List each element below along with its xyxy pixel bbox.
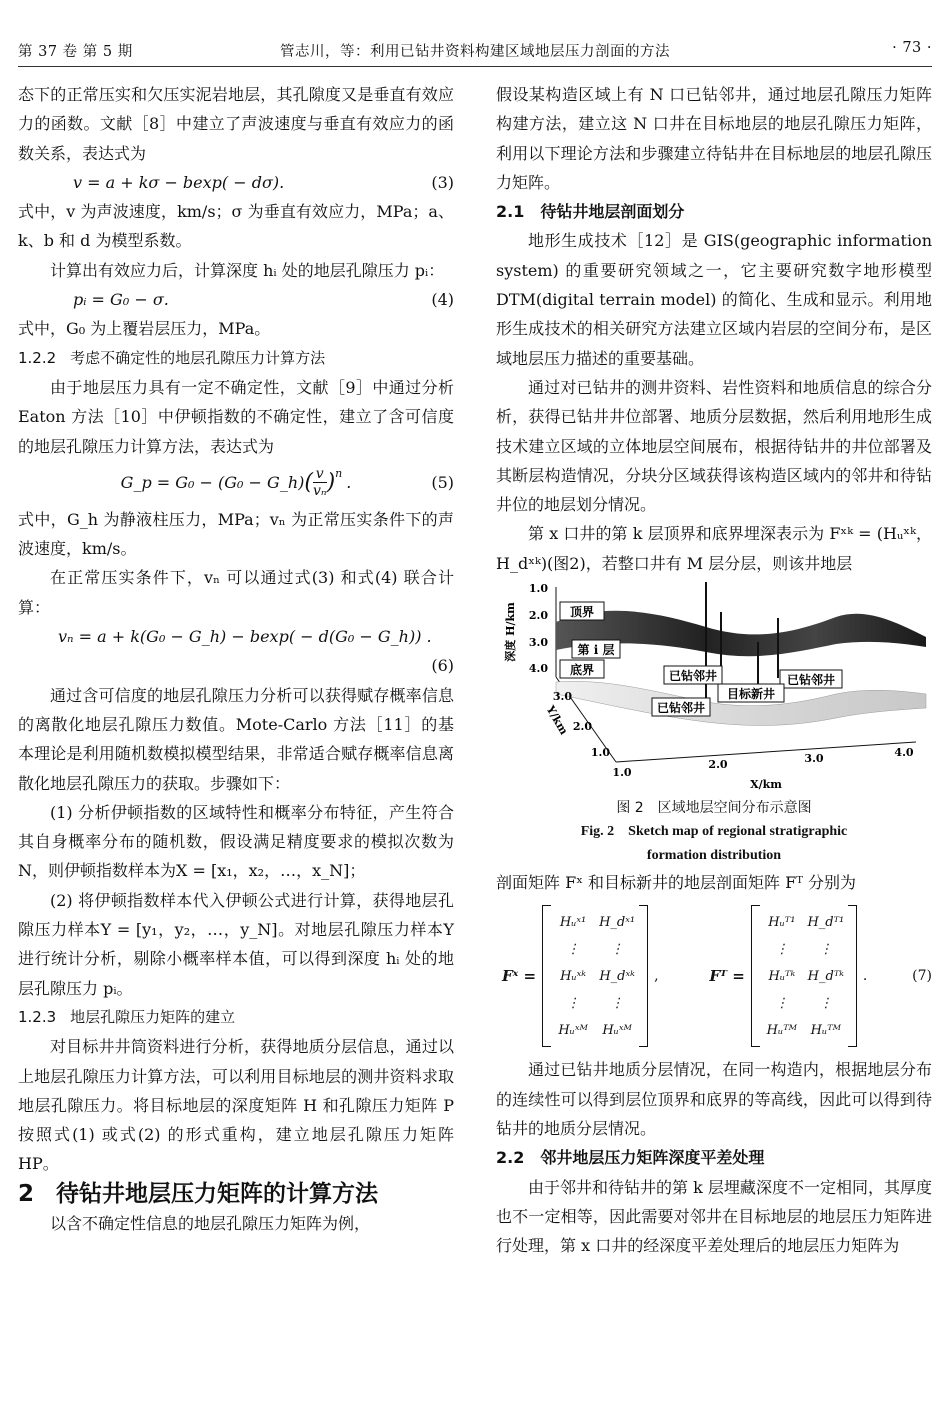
label-top-boundary: 顶界 — [569, 605, 595, 620]
matrix-cell: H_dˣ¹ — [599, 914, 636, 930]
matrix-cell: Hᵤˣᴹ — [558, 1022, 588, 1038]
paragraph: 第 x 口井的第 k 层顶界和底界埋深表示为 Fˣᵏ = (Hᵤˣᵏ，H_dˣᵏ)(图2)，若整口井有 M 层分层，则该井地层 — [496, 524, 932, 573]
matrix-cell: ⋮ — [566, 941, 580, 957]
label-target-well: 目标新井 — [726, 687, 776, 702]
label-drilled-well: 已钻邻井 — [786, 673, 836, 688]
running-header — [18, 36, 932, 64]
y-tick: 2.0 — [572, 720, 592, 734]
strata-3d-plot — [496, 582, 932, 792]
z-tick: 4.0 — [528, 662, 548, 676]
z-axis-label: 深度 H/km — [504, 602, 517, 662]
matrix-cell: Hᵤᵀᵏ — [768, 968, 796, 984]
paragraph: 态下的正常压实和欠压实泥岩地层，其孔隙度又是垂直有效应力的函数。文献［8］中建立了声波速度与垂直有效应力的函数关系，表达式为 — [18, 85, 454, 163]
matrix-cell: H_dᵀᵏ — [807, 968, 845, 984]
paragraph: 以含不确定性信息的地层孔隙压力矩阵为例， — [50, 1213, 371, 1233]
paragraph: 式中，v 为声波速度，km/s；σ 为垂直有效应力，MPa；a、k、b 和 d 为模型系数。 — [18, 202, 454, 251]
paragraph: 由于邻井和待钻井的第 k 层埋藏深度不一定相同，其厚度也不一定相等，因此需要对邻井在目标地层的地层压力矩阵进行处理，第 x 口井的经深度平差处理后的地层压力矩阵为 — [496, 1177, 932, 1256]
journal-volume-issue: 第 37 卷 第 5 期 — [18, 44, 133, 60]
matrix-cell: H_dᵀ¹ — [807, 914, 845, 930]
matrix-cell: ⋮ — [566, 995, 580, 1011]
paragraph: 计算出有效应力后，计算深度 hᵢ 处的地层孔隙压力 pᵢ： — [50, 260, 445, 280]
y-tick: 3.0 — [552, 690, 572, 704]
matrix-cell: H_dˣᵏ — [599, 968, 635, 984]
matrix-cell: Hᵤᵀ¹ — [768, 914, 796, 930]
x-tick: 3.0 — [804, 752, 824, 766]
matrix-cell: ⋮ — [610, 995, 624, 1011]
x-axis-label: X/km — [750, 778, 782, 792]
label-drilled-well: 已钻邻井 — [656, 701, 706, 716]
matrix-cell: Hᵤᵀᴹ — [766, 1022, 798, 1038]
fraction: $\frac{v}{\text{vₙ}}$ — [312, 466, 327, 500]
matrix-cell: ⋮ — [610, 941, 624, 957]
matrix-fx: Fˣ = Hᵤˣ¹ H_dˣ¹ ⋮ ⋮ Hᵤˣᵏ H_dˣᵏ ⋮ ⋮ Hᵤˣᴹ Hᵤˣᴹ , — [496, 905, 659, 1047]
paragraph: 通过已钻井地质分层情况，在同一构造内，根据地层分布的连续性可以得到层位顶界和底界的等高线，因此可以得到待钻井的地质分层情况。 — [496, 1060, 932, 1138]
figure-caption-en: formation distribution — [646, 848, 782, 864]
z-tick: 2.0 — [528, 609, 548, 623]
matrix-cell: ⋮ — [775, 941, 789, 957]
paragraph: 在正常压实条件下，vₙ 可以通过式(3) 和式(4) 联合计算： — [18, 568, 454, 617]
matrix-ft: Fᵀ = Hᵤᵀ¹ H_dᵀ¹ ⋮ ⋮ Hᵤᵀᵏ H_dᵀᵏ ⋮ ⋮ Hᵤᵀᴹ Hᵤᵀᴹ . — [703, 905, 867, 1047]
matrix-cell: Hᵤˣᴹ — [602, 1022, 632, 1038]
x-axis — [616, 742, 916, 762]
equation-7 — [496, 901, 932, 1051]
paragraph: 对目标井井筒资料进行分析，获得地质分层信息，通过以上地层孔隙压力计算方法，可以利用目标地层的测井资料求取地层孔隙压力。将目标地层的深度矩阵 H 和孔隙压力矩阵 P 按照式(1) 或式(2) 的形式重构，建立地层孔隙压力矩阵 HP。 — [18, 1037, 454, 1174]
matrix-cell: ⋮ — [775, 995, 789, 1011]
y-axis-label: Y/km — [543, 703, 571, 738]
section-heading-1-2-2: 1.2.2 考虑不确定性的地层孔隙压力计算方法 — [18, 348, 326, 367]
section-heading-2-2: 2.2 邻井地层压力矩阵深度平差处理 — [496, 1148, 765, 1168]
paragraph: 地形生成技术［12］是 GIS(geographic information system) 的重要研究领域之一，它主要研究数字地形模型 DTM(digital terrain model) 的简化、生成和显示。利用地形生成技术的相关研究方法建立区域内岩层的空间分布，是区域地层压力描述的重要基础。 — [496, 231, 932, 368]
right-column — [496, 80, 932, 1260]
matrix-fx-cells — [551, 910, 639, 1043]
paragraph: 通过含可信度的地层孔隙压力分析可以获得赋存概率信息的离散化地层孔隙压力数值。Mote-Carlo 方法［11］的基本理论是利用随机数模拟模型结果，非常适合赋存概率信息离散化地层孔隙压力的获取。步骤如下： — [18, 685, 454, 793]
x-tick: 2.0 — [708, 758, 728, 772]
label-bottom-boundary: 底界 — [569, 663, 595, 678]
paragraph: (2) 将伊顿指数样本代入伊顿公式进行计算，获得地层孔隙压力样本Y = [y₁，y₂，…，y_N]。对地层孔隙压力样本Y进行统计分析，剔除小概率样本值，可以得到深度 hᵢ 处的地层孔隙压力 pᵢ。 — [18, 890, 454, 998]
equation-3: v = a + kσ − bexp( − dσ). (3) — [73, 172, 454, 192]
figure-2-strata-3d — [496, 582, 932, 792]
matrix-cell: ⋮ — [819, 941, 833, 957]
paragraph: 假设某构造区域上有 N 口已钻邻井，通过地层孔隙压力矩阵构建方法，建立这 N 口井在目标地层的地层孔隙压力矩阵，利用以下理论方法和步骤建立待钻井在目标地层的地层孔隙压力矩阵。 — [496, 85, 932, 192]
equation-6-number: (6) — [431, 656, 454, 676]
z-tick: 1.0 — [528, 582, 548, 596]
figure-caption-cn: 图 2 区域地层空间分布示意图 — [616, 800, 812, 817]
equation-4: pᵢ = G₀ − σ. (4) — [73, 290, 454, 310]
matrix-cell: Hᵤˣ¹ — [559, 914, 587, 930]
matrix-cell: Hᵤˣᵏ — [560, 968, 587, 984]
label-layer-i: 第 i 层 — [577, 643, 615, 658]
x-tick: 4.0 — [894, 746, 914, 760]
matrix-cell: Hᵤᵀᴹ — [810, 1022, 842, 1038]
left-column — [18, 80, 454, 1238]
section-heading-2: 2 待钻井地层压力矩阵的计算方法 — [18, 1180, 379, 1207]
equation-6: vₙ = a + k(G₀ − G_h) − bexp( − d(G₀ − G_h)) . — [58, 627, 432, 647]
header-rule — [18, 66, 932, 67]
section-heading-1-2-3: 1.2.3 地层孔隙压力矩阵的建立 — [18, 1007, 236, 1026]
figure-caption-en: Fig. 2 Sketch map of regional stratigraphic — [580, 824, 848, 840]
matrix-ft-cells — [760, 910, 848, 1043]
z-tick: 3.0 — [528, 636, 548, 650]
paragraph: 剖面矩阵 Fˣ 和目标新井的地层剖面矩阵 Fᵀ 分别为 — [496, 873, 857, 893]
page-number: · 73 · — [892, 40, 932, 56]
paragraph: 通过对已钻井的测井资料、岩性资料和地质信息的综合分析，获得已钻井井位部署、地质分层数据，然后利用地形生成技术建立区域的立体地层空间展布，根据待钻井的井位部署及其断层构造情况，分块分区域获得该构造区域内的邻井和待钻井位的地层划分情况。 — [496, 377, 932, 515]
paragraph: (1) 分析伊顿指数的区域特性和概率分布特征，产生符合其自身概率分布的随机数，假设满足精度要求的模拟次数为N，则伊顿指数样本为X = [x₁，x₂，…，x_N]； — [18, 802, 454, 881]
paragraph: 式中，G₀ 为上覆岩层压力，MPa。 — [18, 319, 271, 339]
equation-7-number: (7) — [912, 967, 932, 984]
equation-5: G_p = G₀ − (G₀ − G_h) ( $\frac{v}{\text{vₙ}}$ ) $^n$ . (5) — [120, 466, 454, 500]
running-title: 管志川，等：利用已钻井资料构建区域地层压力剖面的方法 — [280, 44, 670, 60]
y-tick: 1.0 — [590, 746, 610, 760]
label-drilled-well: 已钻邻井 — [668, 669, 718, 684]
x-tick: 1.0 — [612, 766, 632, 780]
matrix-cell: ⋮ — [819, 995, 833, 1011]
paragraph: 由于地层压力具有一定不确定性，文献［9］中通过分析 Eaton 方法［10］中伊顿指数的不确定性，建立了含可信度的地层孔隙压力计算方法，表达式为 — [18, 377, 454, 456]
paragraph: 式中，G_h 为静液柱压力，MPa；vₙ 为正常压实条件下的声波速度，km/s。 — [18, 509, 454, 559]
section-heading-2-1: 2.1 待钻井地层剖面划分 — [496, 202, 685, 222]
